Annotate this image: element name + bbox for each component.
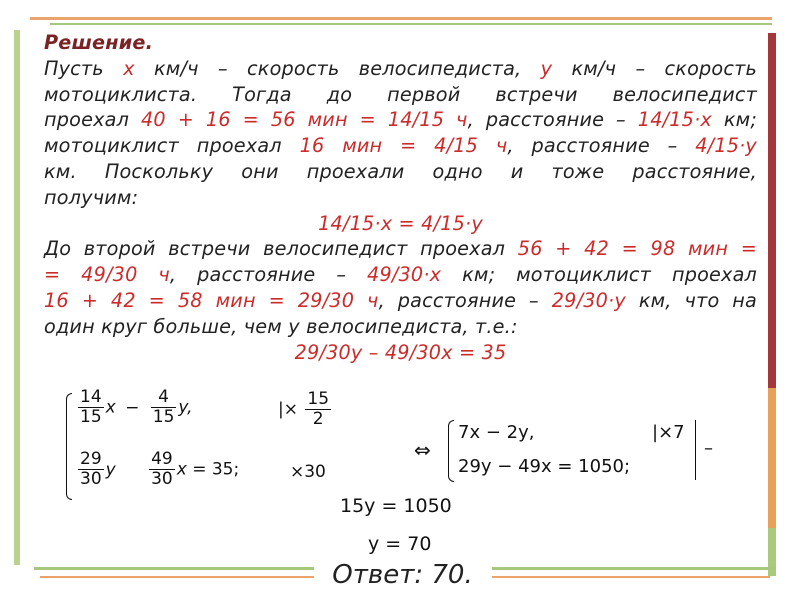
rhs: = 35; (192, 459, 240, 480)
line-text: км; мотоциклист проехал (441, 263, 757, 287)
solution-line (44, 159, 757, 185)
solution-line (44, 30, 757, 56)
highlight-text: 16 мин = 4/15 ч (299, 134, 508, 158)
solution-line (44, 133, 757, 159)
frac-num: 14 (80, 387, 102, 407)
highlight-text: 56 + 42 = 98 мин = (517, 237, 757, 261)
frac-den: 15 (80, 407, 102, 427)
frac-num: 49 (151, 449, 173, 469)
solution-line (44, 314, 757, 340)
line-text: один круг больше, чем у велосипедиста, т.е.: (44, 314, 518, 338)
system2-brace (448, 420, 454, 482)
solution-text (44, 30, 757, 365)
bottom-border-line-orange (40, 576, 314, 578)
solution-line (44, 236, 757, 262)
solution-line (44, 288, 757, 314)
solution-heading: Решение. (44, 31, 154, 54)
bottom-border-line-right-orange (492, 576, 770, 578)
operator: − (125, 397, 140, 418)
line-text: км/ч – скорость велосипедиста, (134, 56, 541, 80)
line-text: , расстояние – (169, 263, 368, 287)
frac-den: 15 (152, 407, 175, 427)
var: y, (178, 397, 193, 418)
system1-mult2: ×30 (290, 462, 326, 482)
left-border-bar (14, 30, 20, 565)
highlight-text: y (540, 56, 553, 80)
highlight-text: 14/15·x = 4/15·y (318, 211, 483, 235)
system1-brace (66, 393, 72, 500)
line-text: км; (711, 108, 757, 132)
line-text: км/ч – скорость (552, 56, 757, 80)
right-border-bar-orange (768, 388, 776, 528)
solution-line (44, 262, 757, 288)
line-text: мотоциклиста. Тогда до первой встречи велосипедист (44, 82, 757, 106)
result-line-1: 15y = 1050 (340, 495, 452, 517)
highlight-text: 49/30·x (367, 263, 442, 287)
frac-num: 4 (151, 388, 177, 408)
highlight-text: 4/15·y (695, 134, 757, 158)
system2-tail: – (704, 438, 713, 459)
line-text: км. Поскольку они проехали одно и тоже расстояние, (44, 159, 757, 183)
line-text: , расстояние – (378, 288, 552, 312)
solution-line (44, 211, 757, 237)
system1-eq1 (76, 388, 193, 427)
top-border-line (30, 17, 772, 20)
highlight-text: 29/30·y (551, 288, 626, 312)
line-text: км, что на (625, 288, 758, 312)
line-text: Пусть (44, 56, 124, 80)
frac-den: 30 (151, 469, 173, 489)
line-text: мотоциклист проехал (44, 134, 300, 158)
system2-right-bar (695, 420, 696, 480)
highlight-text: = 49/30 ч (44, 263, 170, 287)
frac-num: 15 (307, 389, 330, 409)
var: x (176, 459, 187, 480)
result-line-2: y = 70 (368, 533, 432, 555)
highlight-text: 14/15·x (637, 108, 712, 132)
line-text: , расстояние – (467, 108, 638, 132)
system1-mult1 (278, 390, 333, 429)
var: y (105, 459, 116, 480)
bottom-border-line-right (492, 567, 776, 570)
system1-eq2 (76, 450, 239, 489)
var: x (105, 397, 116, 418)
mult-prefix: |× (278, 399, 298, 420)
solution-line (44, 340, 757, 366)
equivalence-icon: ⇔ (414, 438, 431, 462)
frac-num: 29 (80, 449, 102, 469)
line-text: , расстояние – (507, 134, 696, 158)
system2-eq2: 29y − 49x = 1050; (458, 456, 631, 477)
highlight-text: x (123, 56, 135, 80)
answer-text: Ответ: 70. (332, 560, 473, 590)
solution-line (44, 56, 757, 82)
highlight-text: 40 + 16 = 56 мин = 14/15 ч (140, 108, 468, 132)
line-text: получим: (44, 185, 139, 209)
highlight-text: 16 + 42 = 58 мин = 29/30 ч (44, 288, 379, 312)
system2-eq1: 7x − 2y, (458, 422, 535, 443)
system2-mult: |×7 (652, 422, 685, 443)
solution-line (44, 107, 757, 133)
solution-line (44, 82, 757, 108)
line-text: До второй встречи велосипедист проехал (44, 237, 518, 261)
bottom-border-line (34, 567, 314, 570)
frac-den: 2 (312, 409, 324, 429)
solution-line (44, 185, 757, 211)
frac-den: 30 (80, 469, 102, 489)
highlight-text: 29/30y – 49/30x = 35 (294, 340, 507, 364)
right-border-bar-red (768, 33, 776, 388)
top-border-line-green (50, 23, 772, 25)
line-text: проехал (44, 108, 141, 132)
